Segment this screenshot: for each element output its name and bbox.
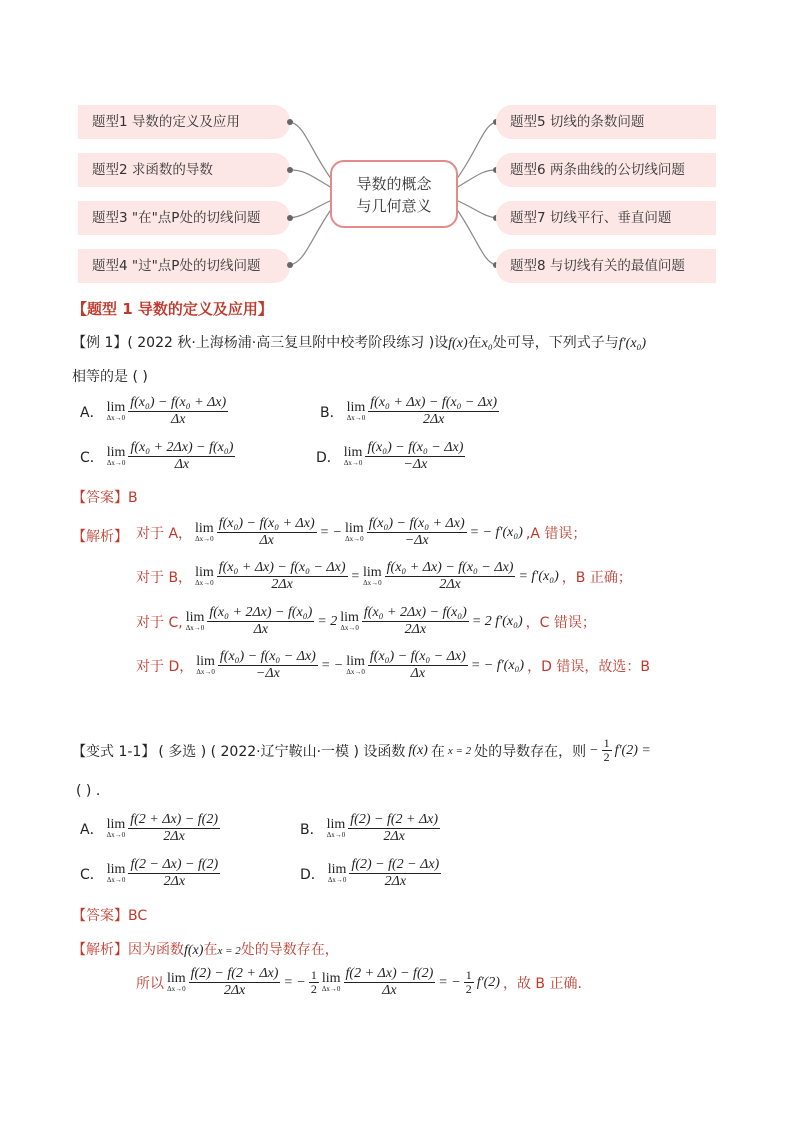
fraction-denominator: 2 [310,982,317,996]
fraction [368,395,499,428]
fraction [362,605,469,638]
variant1-option-a [80,812,220,845]
fraction-numerator: f(x₀) − f(x₀ + Δx) [130,395,227,410]
mindmap-node-left-4: 题型4 "过"点P处的切线问题 [78,249,290,283]
analysis-x-eq: x = 2 [217,945,241,957]
limit-symbol [362,564,382,587]
fraction-denominator: 2Δx [383,829,405,844]
result: = − f′(x₀) [470,657,525,673]
lim-sub: Δx→0 [196,667,215,676]
lim-text: lim [362,564,382,580]
limit-symbol [106,816,126,839]
lim-sub: Δx→0 [167,984,186,993]
mindmap-node-right-5: 题型5 切线的条数问题 [496,105,716,139]
fraction [217,516,317,549]
limit-symbol [346,399,366,422]
fraction-denominator: Δx [259,533,274,548]
lim-sub: Δx→0 [106,875,126,884]
result: = − f′(x₀) [469,524,523,540]
fraction-numerator: f(2) − f(2 + Δx) [350,812,439,827]
variant1-stem [72,737,651,764]
lim-text: lim [185,609,205,625]
connector-dot [287,119,293,125]
answer-label: 【答案】 [72,908,128,924]
fraction-denominator: 2Δx [223,983,246,998]
lim-sub: Δx→0 [106,413,126,422]
conclusion: ，B 正确； [561,569,632,586]
lim-text: lim [106,816,126,832]
lim-text: lim [343,444,363,460]
lim-text: lim [321,970,341,986]
fraction-denominator: 2Δx [271,577,293,592]
analysis-text: 因为函数 [128,942,184,958]
example1-text-mid2: 处可导，下列式子与 [492,335,619,351]
fraction-denominator: 2Δx [163,874,186,889]
fraction [385,560,516,593]
fraction-numerator: 1 [603,736,610,750]
lim-sub: Δx→0 [345,534,364,543]
lim-sub: Δx→0 [346,667,365,676]
lim-sub: Δx→0 [195,534,214,543]
conclusion: ，C 错误； [525,614,596,631]
lim-sub: Δx→0 [321,984,341,993]
fraction [128,440,235,473]
lim-sub: Δx→0 [106,830,126,839]
equals: = 2 [317,613,338,629]
fraction [344,966,436,999]
equals: = − [283,974,306,990]
lim-sub: Δx→0 [343,458,363,467]
limit-symbol [327,861,347,884]
fraction-numerator: f(x₀) − f(x₀ + Δx) [368,516,465,531]
fraction-numerator: f(x₀ + 2Δx) − f(x₀) [209,605,313,620]
fraction [349,857,441,890]
lim-sub: Δx→0 [185,623,205,632]
center-line-2: 与几何意义 [356,197,432,215]
limit-symbol [321,970,341,993]
fraction-numerator: f(2 + Δx) − f(2) [130,812,219,827]
lim-text: lim [195,520,214,536]
connector-dot [287,262,293,268]
lim-text: lim [346,653,365,669]
variant1-analysis-line1 [72,939,339,959]
fraction-numerator: f(x₀ + 2Δx) − f(x₀) [130,440,234,455]
mindmap-center-node [330,160,458,228]
example1-stem [72,332,646,352]
analysis-prefix: 对于 A， [136,525,193,542]
option-label: B． [300,821,324,838]
lim-sub: Δx→0 [346,413,366,422]
lim-text: lim [106,399,126,415]
fraction-denominator: 2 [603,750,610,764]
limit-symbol [346,653,365,676]
variant-label: 【变式 1-1】 [72,743,156,760]
answer-value: B [128,490,138,506]
lim-text: lim [326,816,346,832]
analysis-label: 【解析】 [72,942,128,958]
fraction-denominator: −Δx [255,666,280,681]
option-label: C． [80,449,104,466]
mindmap-node-right-6: 题型6 两条曲线的公切线问题 [496,153,716,187]
fraction-numerator: f(x₀) − f(x₀ + Δx) [218,516,315,531]
fraction-numerator: f(2) − f(2 + Δx) [190,966,279,981]
option-label: D． [300,866,325,883]
analysis-label: 【解析】 [72,529,128,545]
lim-text: lim [346,399,366,415]
equals: = [350,568,360,584]
example1-option-c [80,440,235,473]
fraction-denominator: Δx [174,457,190,472]
fraction-half [309,969,319,996]
example1-x0: x₀ [481,336,493,351]
fraction-numerator: f(x₀ + Δx) − f(x₀ − Δx) [386,560,514,575]
connector-dot [287,167,293,173]
limit-symbol [106,444,126,467]
limit-symbol [326,816,346,839]
conclusion: ，D 错误，故选：B [527,658,650,675]
variant-source: ( 多选 ) ( 2022·辽宁鞍山·一模 ) 设函数 [158,743,406,760]
fraction [128,395,228,428]
lim-text: lim [106,861,126,877]
variant-fx: f(x) [408,742,428,758]
fraction-denominator: 2 [465,982,472,996]
answer-label: 【答案】 [72,490,128,506]
example1-source: ( 2022 秋·上海杨浦·高三复旦附中校考阶段练习 )设 [127,335,449,351]
fraction-numerator: f(x₀ + 2Δx) − f(x₀) [363,605,467,620]
fraction [368,649,468,682]
limit-symbol [196,653,215,676]
example1-label: 【例 1】 [72,335,128,351]
fraction [367,516,467,549]
analysis-line-a [136,516,586,549]
fraction-denominator: −Δx [404,533,429,548]
lim-text: lim [340,609,359,625]
fraction [128,812,220,845]
result: f′(2) [476,974,500,990]
conclusion: ，故 B 正确. [502,975,582,992]
lim-text: lim [106,444,126,460]
option-label: B． [320,404,344,421]
mindmap-node-right-7: 题型7 切线平行、垂直问题 [496,201,716,235]
analysis-text: 在 [203,942,218,958]
lim-text: lim [327,861,347,877]
example1-option-b [320,395,499,428]
mindmap-node-right-8: 题型8 与切线有关的最值问题 [496,249,716,283]
center-line-1: 导数的概念 [356,175,432,193]
limit-symbol [106,861,126,884]
lim-text: lim [345,520,364,536]
option-label: A． [80,821,104,838]
fraction-numerator: f(x₀) − f(x₀ − Δx) [219,649,316,664]
variant1-option-b [300,812,440,845]
limit-symbol [195,520,214,543]
analysis-line-c [136,605,596,638]
variant-text-mid: 在 [430,743,445,760]
fraction-denominator: Δx [170,412,186,427]
result: = f′(x₀) [518,568,559,584]
example1-answer [72,487,138,507]
analysis-text: 处的导数存在， [240,942,339,958]
answer-value: BC [128,908,148,924]
mindmap-node-left-3: 题型3 "在"点P处的切线问题 [78,201,290,235]
example1-stem-end: 相等的是 ( ) [72,369,148,385]
connector-dot [287,215,293,221]
variant-x-eq: x = 2 [447,744,472,757]
lim-sub: Δx→0 [340,623,359,632]
limit-symbol [167,970,186,993]
variant1-option-c [80,857,220,890]
variant-coef: − [589,742,599,758]
conclusion: ,A 错误； [525,525,587,542]
option-label: C． [80,866,104,883]
result: = 2 f′(x₀) [471,613,523,629]
variant-text-mid2: 处的导数存在，则 [474,743,587,760]
example1-option-a [80,395,228,428]
fraction-numerator: f(x₀) − f(x₀ − Δx) [369,649,466,664]
fraction-denominator: 2Δx [163,829,185,844]
analysis-line-b [136,560,632,593]
limit-symbol [106,399,126,422]
variant1-option-d [300,857,441,890]
limit-symbol [345,520,364,543]
equals: = − [320,657,344,673]
limit-symbol [195,564,214,587]
fraction [365,440,465,473]
fraction-denominator: 2Δx [439,577,461,592]
fraction-denominator: 2Δx [422,412,445,427]
lim-sub: Δx→0 [326,830,346,839]
example1-fprime: f′(x₀) [618,336,647,351]
option-label: A． [80,404,104,421]
variant-fprime: f′(2) = [614,742,651,758]
fraction-half [602,737,612,764]
fraction-denominator: 2Δx [384,874,407,889]
mindmap-node-left-1: 题型1 导数的定义及应用 [78,105,290,139]
variant1-answer [72,905,147,925]
fraction [207,605,314,638]
fraction-denominator: 2Δx [404,622,427,637]
lim-sub: Δx→0 [195,578,214,587]
limit-symbol [343,444,363,467]
lim-text: lim [195,564,214,580]
analysis-prefix: 对于 B， [136,569,193,586]
fraction-numerator: 1 [310,968,317,982]
lim-text: lim [167,970,186,986]
example1-option-d [316,440,465,473]
fraction-numerator: 1 [465,968,472,982]
fraction-numerator: f(2) − f(2 − Δx) [351,857,440,872]
variant1-analysis-line2 [136,966,582,999]
analysis-fx: f(x) [184,943,204,958]
section-heading: 【题型 1 导数的定义及应用】 [72,300,273,318]
analysis-prefix: 所以 [136,975,164,992]
analysis-prefix: 对于 C, [136,614,183,631]
fraction-numerator: f(2 + Δx) − f(2) [345,966,434,981]
option-label: D． [316,449,341,466]
lim-text: lim [196,653,215,669]
fraction-denominator: −Δx [403,457,428,472]
fraction-numerator: f(x₀) − f(x₀ − Δx) [367,440,464,455]
lim-sub: Δx→0 [106,458,126,467]
limit-symbol [185,609,205,632]
fraction [218,649,318,682]
fraction [348,812,440,845]
fraction [217,560,348,593]
example1-text-mid: 在 [467,335,482,351]
fraction-numerator: f(2 − Δx) − f(2) [130,857,219,872]
equals: = − [319,524,343,540]
fraction [189,966,281,999]
fraction-half [464,969,474,996]
analysis-prefix: 对于 D， [136,658,194,675]
equals: = − [438,974,461,990]
lim-sub: Δx→0 [327,875,347,884]
analysis-line-d [136,649,650,682]
lim-sub: Δx→0 [363,578,382,587]
fraction [128,857,220,890]
fraction-denominator: Δx [382,983,397,998]
variant1-blank: ( ) . [76,783,101,799]
fraction-denominator: Δx [410,666,426,681]
limit-symbol [340,609,359,632]
fraction-denominator: Δx [253,622,269,637]
fraction-numerator: f(x₀ + Δx) − f(x₀ − Δx) [218,560,346,575]
fraction-numerator: f(x₀ + Δx) − f(x₀ − Δx) [370,395,498,410]
mindmap-node-left-2: 题型2 求函数的导数 [78,153,290,187]
example1-fx: f(x) [448,336,468,351]
